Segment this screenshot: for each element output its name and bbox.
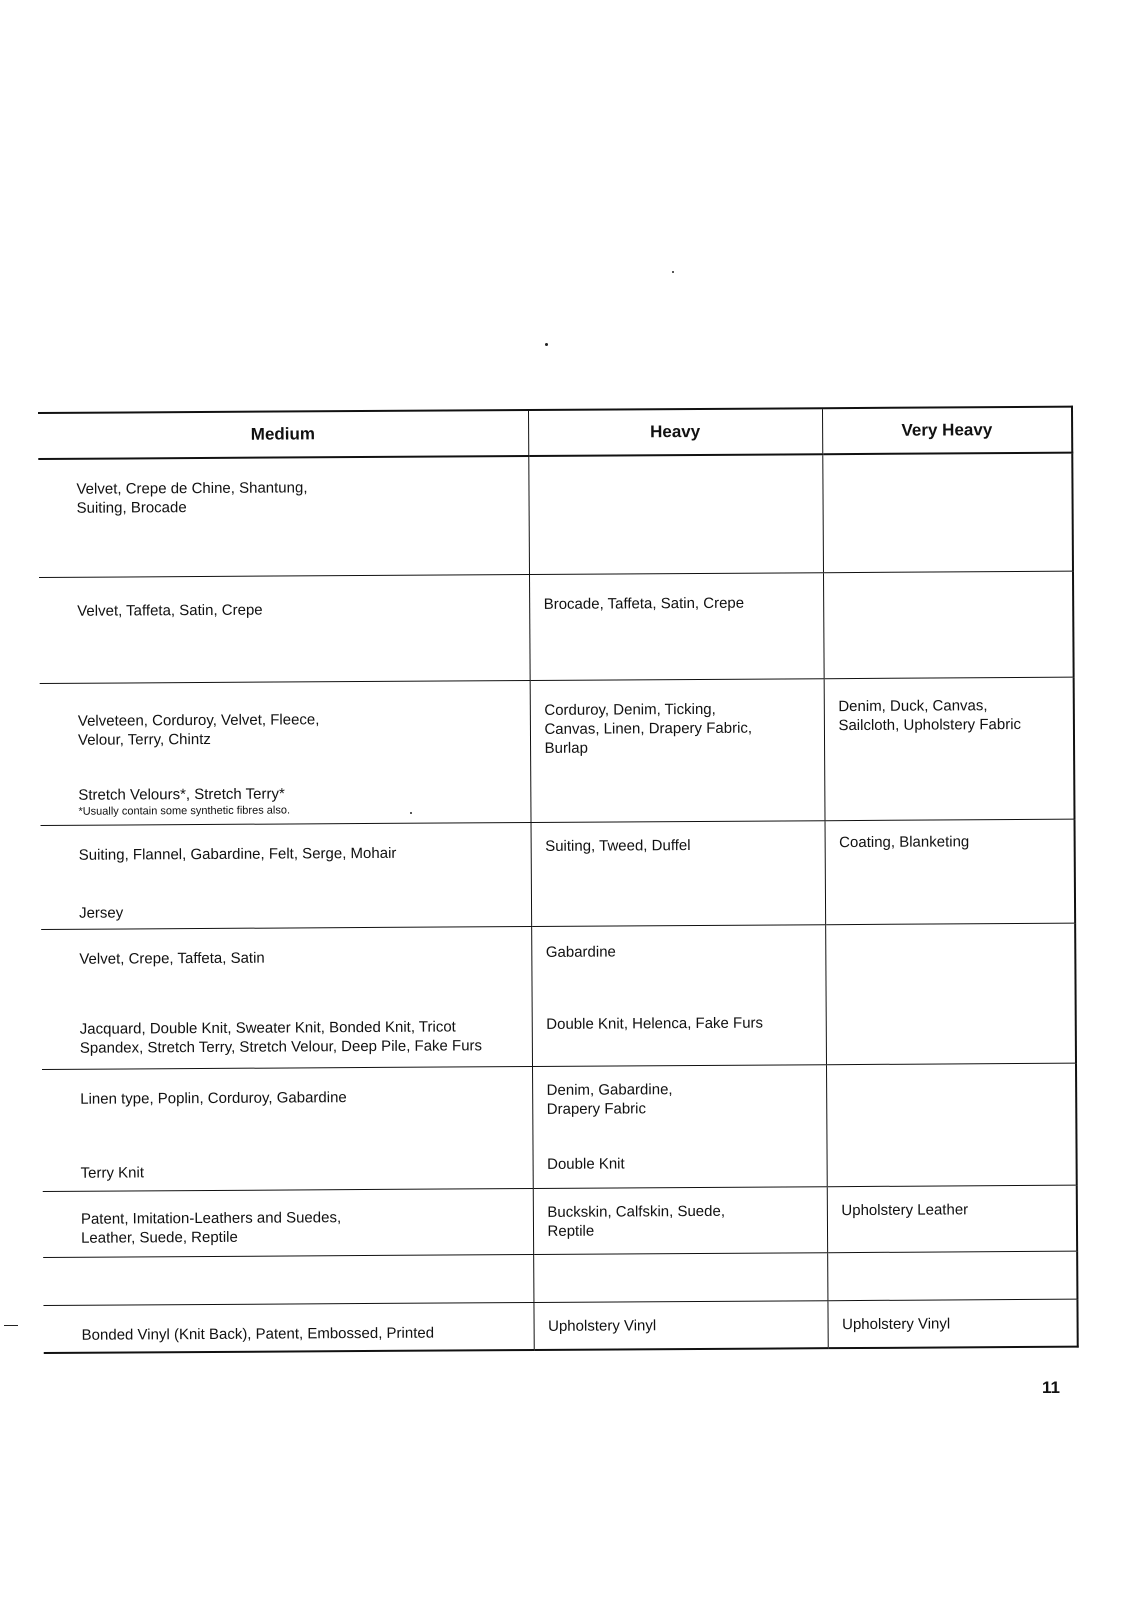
cell-text: Sailcloth, Upholstery Fabric (838, 715, 1022, 734)
header-very-heavy: Very Heavy (822, 407, 1072, 455)
fabric-weight-table (38, 406, 1079, 1354)
cell-medium (43, 1254, 533, 1305)
cell-text: Coating, Blanketing (839, 832, 970, 851)
cell-text: Canvas, Linen, Drapery Fabric, (544, 719, 753, 738)
cell-very-heavy (824, 677, 1075, 821)
cell-medium (40, 680, 531, 825)
table-row (41, 819, 1076, 929)
header-medium: Medium (38, 410, 528, 459)
cell-text: Velveteen, Corduroy, Velvet, Fleece, (77, 710, 320, 730)
scan-speck (4, 1325, 18, 1326)
cell-medium (43, 1302, 533, 1353)
cell-text: Jersey (79, 903, 124, 922)
table-row (42, 1063, 1077, 1191)
cell-text: Linen type, Poplin, Corduroy, Gabardine (80, 1088, 347, 1108)
cell-text: Double Knit (547, 1154, 625, 1173)
cell-text: Velvet, Crepe, Taffeta, Satin (79, 949, 265, 968)
cell-very-heavy (827, 1251, 1077, 1301)
table-row (39, 571, 1074, 683)
cell-very-heavy (823, 571, 1074, 679)
table-row (41, 923, 1076, 1069)
cell-heavy (529, 572, 824, 680)
cell-text: Suiting, Brocade (76, 499, 187, 517)
cell-medium (42, 1066, 533, 1191)
cell-text: Upholstery Vinyl (842, 1314, 951, 1333)
cell-very-heavy (827, 1299, 1077, 1349)
table-row (43, 1185, 1077, 1257)
cell-text: Terry Knit (80, 1163, 145, 1182)
table-row (43, 1251, 1077, 1305)
cell-text: Bonded Vinyl (Knit Back), Patent, Embossed, Printed (81, 1324, 435, 1344)
cell-heavy (531, 820, 826, 926)
cell-text: Denim, Gabardine, (546, 1080, 673, 1099)
cell-text: Corduroy, Denim, Ticking, (544, 700, 716, 719)
cell-medium (41, 822, 532, 929)
cell-very-heavy (822, 453, 1073, 573)
cell-text: Suiting, Tweed, Duffel (545, 836, 691, 855)
cell-text: Gabardine (545, 942, 616, 961)
cell-text: Denim, Duck, Canvas, (838, 696, 988, 715)
cell-text: Leather, Suede, Reptile (80, 1228, 238, 1247)
cell-text: Buckskin, Calfskin, Suede, (547, 1202, 726, 1221)
header-row (38, 407, 1072, 459)
cell-text: Upholstery Leather (841, 1200, 969, 1219)
cell-text: Reptile (547, 1222, 595, 1240)
cell-text: Drapery Fabric (546, 1099, 647, 1118)
cell-very-heavy (826, 1063, 1077, 1187)
scan-speck (410, 812, 412, 814)
cell-heavy (531, 924, 826, 1066)
cell-medium (41, 926, 532, 1069)
cell-very-heavy (827, 1185, 1077, 1253)
table-row (40, 677, 1075, 825)
cell-text: Double Knit, Helenca, Fake Furs (546, 1014, 764, 1033)
scan-speck (672, 271, 674, 273)
cell-text: Upholstery Vinyl (548, 1316, 657, 1335)
page-number: 11 (1042, 1378, 1060, 1397)
table-row (38, 453, 1073, 577)
footnote: *Usually contain some synthetic fibres also. (78, 803, 291, 818)
cell-text: Brocade, Taffeta, Satin, Crepe (543, 594, 745, 613)
cell-text: Jacquard, Double Knit, Sweater Knit, Bonded Knit, Tricot (79, 1017, 456, 1038)
table-row (43, 1299, 1077, 1353)
cell-heavy (532, 1064, 827, 1188)
cell-text: Velvet, Crepe de Chine, Shantung, (76, 479, 308, 498)
cell-heavy (533, 1300, 827, 1350)
cell-text: Patent, Imitation-Leathers and Suedes, (80, 1208, 342, 1228)
header-heavy: Heavy (528, 408, 822, 456)
cell-medium (38, 456, 529, 577)
cell-heavy (533, 1186, 827, 1254)
cell-text: Velvet, Taffeta, Satin, Crepe (77, 601, 263, 620)
cell-text: Velour, Terry, Chintz (77, 730, 211, 749)
cell-text: Burlap (544, 739, 588, 757)
cell-text: Spandex, Stretch Terry, Stretch Velour, Deep Pile, Fake Furs (79, 1036, 483, 1057)
cell-medium (39, 574, 530, 683)
cell-medium (43, 1188, 533, 1257)
cell-heavy (530, 678, 825, 822)
scan-speck (545, 343, 548, 346)
cell-heavy (528, 454, 823, 574)
cell-very-heavy (825, 923, 1076, 1065)
cell-heavy (533, 1252, 827, 1302)
cell-text: Suiting, Flannel, Gabardine, Felt, Serge, Mohair (78, 844, 397, 864)
cell-text: Stretch Velours*, Stretch Terry* (78, 784, 285, 804)
cell-very-heavy (825, 819, 1076, 925)
